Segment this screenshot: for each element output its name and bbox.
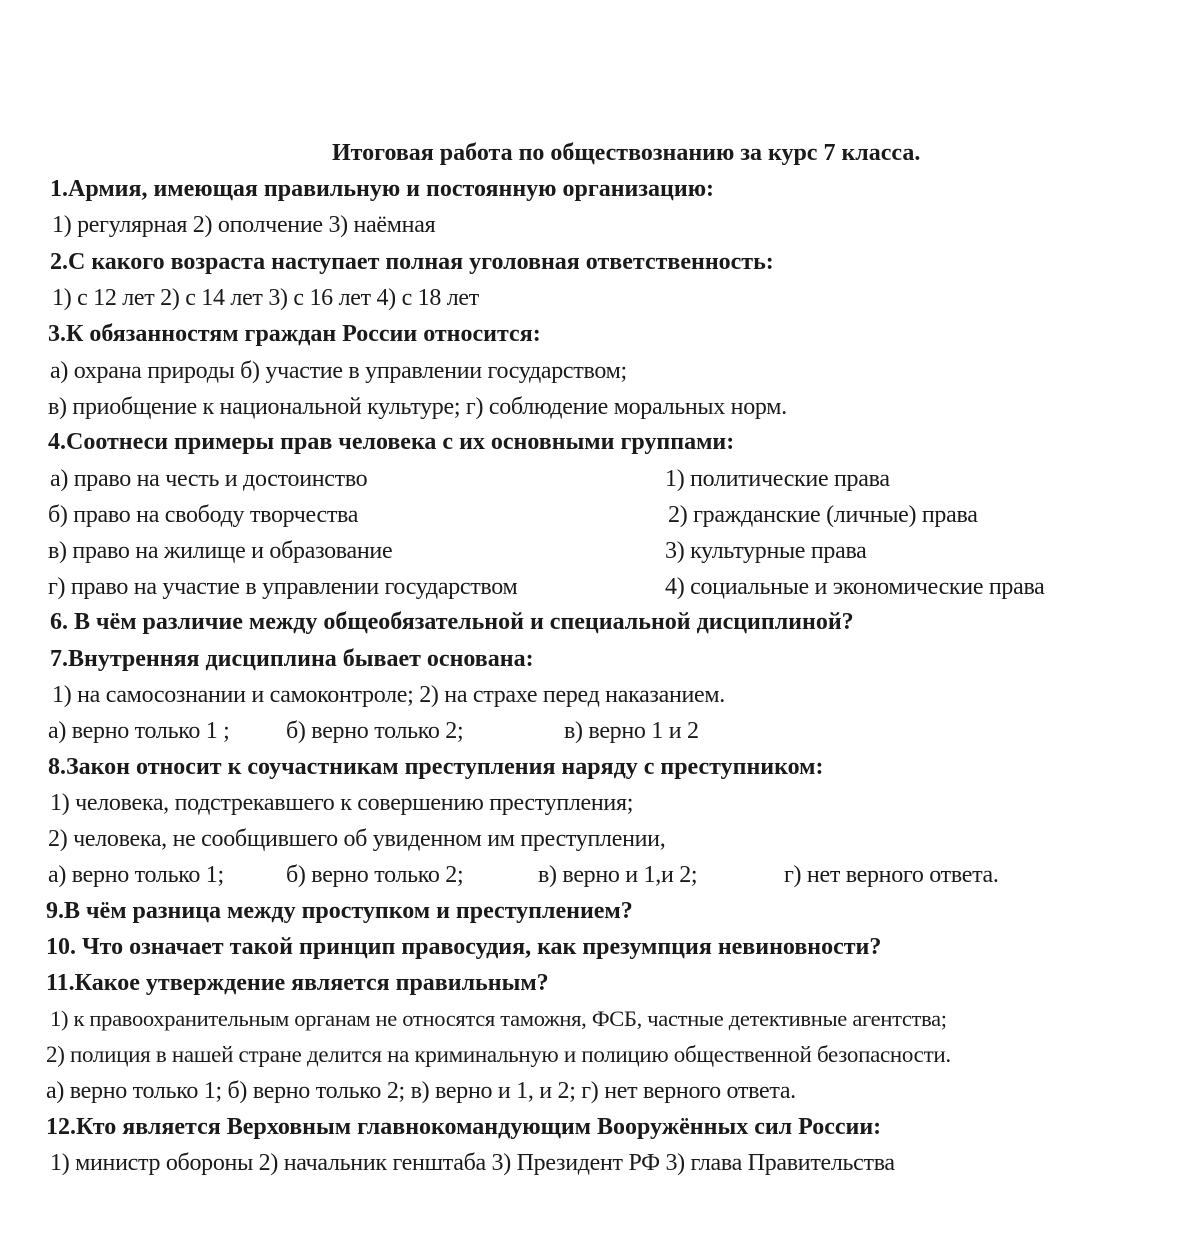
question-4-right-item: 3) культурные права (665, 538, 867, 564)
question-8-option-b: б) верно только 2; (286, 862, 464, 888)
question-8-option-d: г) нет верного ответа. (784, 862, 999, 888)
question-2-answers: 1) с 12 лет 2) с 14 лет 3) с 16 лет 4) с 18 лет (52, 285, 479, 311)
question-12: 12.Кто является Верховным главнокомандующим Вооружённых сил России: (46, 1114, 882, 1140)
question-11: 11.Какое утверждение является правильным? (46, 970, 549, 996)
question-7-answers-line-1: 1) на самосознании и самоконтроле; 2) на страхе перед наказанием. (52, 682, 725, 708)
page-title: Итоговая работа по обществознанию за курс 7 класса. (332, 140, 921, 166)
question-7: 7.Внутренняя дисциплина бывает основана: (50, 646, 534, 672)
question-8-option-a: а) верно только 1; (48, 862, 224, 888)
question-4-left-item: в) право на жилище и образование (48, 538, 393, 564)
question-1: 1.Армия, имеющая правильную и постоянную организацию: (50, 176, 715, 202)
question-4-right-item: 1) политические права (665, 466, 890, 492)
question-7-option-c: в) верно 1 и 2 (564, 718, 699, 744)
question-3-answers-line-2: в) приобщение к национальной культуре; г) соблюдение моральных норм. (48, 394, 787, 420)
question-12-answers: 1) министр обороны 2) начальник генштаба 3) Президент РФ 3) глава Правительства (50, 1150, 895, 1176)
question-10: 10. Что означает такой принцип правосудия, как презумпция невиновности? (46, 934, 882, 960)
question-8-option-c: в) верно и 1,и 2; (538, 862, 698, 888)
question-4-right-item: 4) социальные и экономические права (665, 574, 1045, 600)
question-1-answers: 1) регулярная 2) ополчение 3) наёмная (52, 212, 436, 238)
question-3: 3.К обязанностям граждан России относится: (48, 321, 541, 347)
question-2: 2.С какого возраста наступает полная уголовная ответственность: (50, 249, 774, 275)
question-4: 4.Соотнеси примеры прав человека с их основными группами: (48, 429, 735, 455)
question-8-answers-line-1: 1) человека, подстрекавшего к совершению преступления; (50, 790, 634, 816)
question-4-left-item: а) право на честь и достоинство (50, 466, 368, 492)
question-11-answers-line-3: а) верно только 1; б) верно только 2; в) верно и 1, и 2; г) нет верного ответа. (46, 1078, 796, 1104)
question-4-left-item: б) право на свободу творчества (48, 502, 359, 528)
question-11-answers-line-1: 1) к правоохранительным органам не относятся таможня, ФСБ, частные детективные агентства; (50, 1006, 947, 1031)
question-9: 9.В чём разница между проступком и преступлением? (46, 898, 633, 924)
question-7-option-b: б) верно только 2; (286, 718, 464, 744)
question-6: 6. В чём различие между общеобязательной и специальной дисциплиной? (50, 609, 854, 635)
question-4-left-item: г) право на участие в управлении государством (48, 574, 518, 600)
question-8-answers-line-2: 2) человека, не сообщившего об увиденном им преступлении, (48, 826, 666, 852)
question-7-option-a: а) верно только 1 ; (48, 718, 230, 744)
question-8: 8.Закон относит к соучастникам преступления наряду с преступником: (48, 754, 824, 780)
question-11-answers-line-2: 2) полиция в нашей стране делится на криминальную и полицию общественной безопасности. (46, 1042, 951, 1067)
question-4-right-item: 2) гражданские (личные) права (668, 502, 978, 528)
question-3-answers-line-1: а) охрана природы б) участие в управлении государством; (50, 358, 627, 384)
